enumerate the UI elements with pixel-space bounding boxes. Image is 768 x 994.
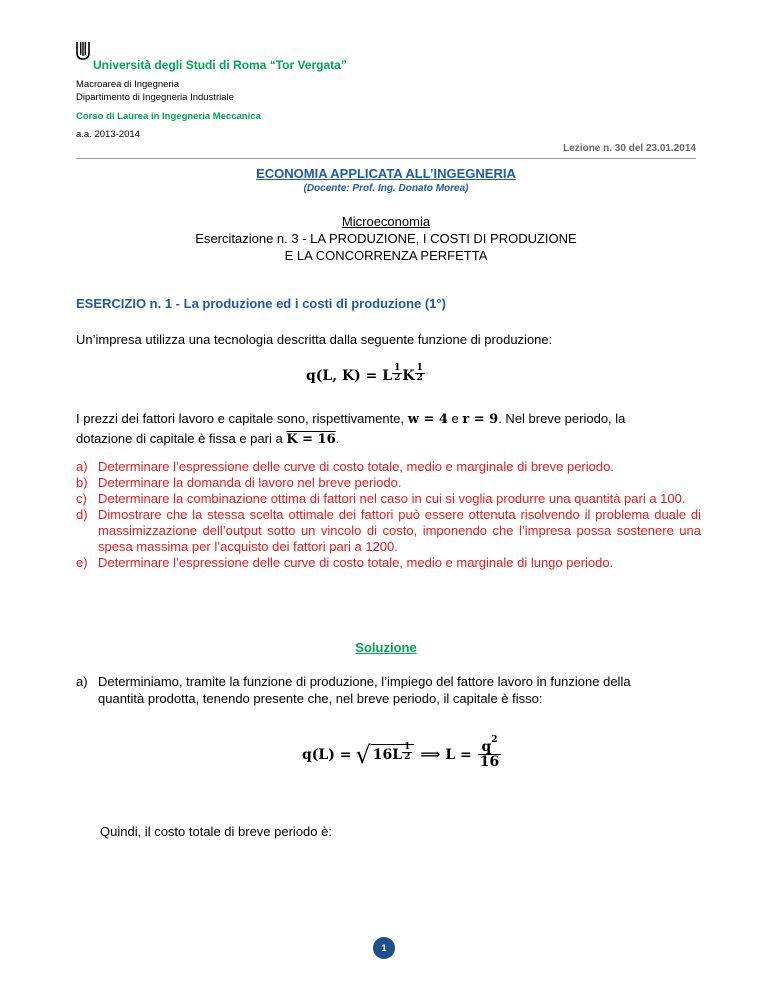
course-name: Corso di Laurea in Ingegneria Meccanica xyxy=(76,111,261,122)
question-b: b) Determinare la domanda di lavoro nel breve periodo. xyxy=(76,475,402,490)
exercise-intro: Un’impresa utilizza una tecnologia descritta dalla seguente funzione di produzione: xyxy=(76,332,553,347)
solution-a-label: a) xyxy=(76,674,88,689)
page-number: 1 xyxy=(373,937,395,959)
course-title: ECONOMIA APPLICATA ALL’INGEGNERIA xyxy=(256,166,516,181)
exponent-half-k: 1 2 xyxy=(416,363,423,383)
teacher-line: (Docente: Prof. Ing. Donato Morea) xyxy=(303,183,469,194)
topic-title: Microeconomia xyxy=(341,214,431,229)
solution-followup: Quindi, il costo totale di breve periodo è: xyxy=(100,824,332,839)
university-name: Università degli Studi di Roma “Tor Vergata” xyxy=(93,58,347,72)
academic-year: a.a. 2013-2014 xyxy=(76,129,140,140)
production-function: q(L, K) = L $^{\frac{1}{2}}$ K $^{\frac{1}{2}}$ xyxy=(306,363,423,384)
exponent-half-l: 1 2 xyxy=(394,363,401,383)
header-divider xyxy=(76,158,696,159)
question-d: d) Dimostrare che la stessa scelta ottimale dei fattori può essere ottenuta risolvendo il problema duale di massimizzazione dell’output sotto un vincolo di costo, imponendo che l’impresa possa sostenere una spesa massima per l’acquisto dei fattori pari a 1200. xyxy=(76,507,701,554)
department: Dipartimento di Ingegneria Industriale xyxy=(76,92,234,103)
question-e: e) Determinare l’espressione delle curve di costo totale, medio e marginale di lungo periodo. xyxy=(76,555,614,570)
sqrt-icon: √ xyxy=(355,740,371,769)
prices-line: I prezzi dei fattori lavoro e capitale sono, rispettivamente, w = 4 e r = 9. Nel breve periodo, la xyxy=(76,411,626,427)
labor-formula: q(L) = √ 16L $^{\frac{1}{2}}$ ⟹ L = $\frac{q^2}{16}$ xyxy=(302,735,500,770)
university-logo xyxy=(76,41,90,60)
lesson-info: Lezione n. 30 del 23.01.2014 xyxy=(563,143,696,154)
solution-a-line1: Determiniamo, tramite la funzione di produzione, l’impiego del fattore lavoro in funzione della xyxy=(98,674,631,689)
question-c: c) Determinare la combinazione ottima di fattori nel caso in cui si voglia produrre una quantità pari a 100. xyxy=(76,491,686,506)
exercise-title-line2: E LA CONCORRENZA PERFETTA xyxy=(284,248,488,263)
capital-line: dotazione di capitale è fissa e pari a K = 16. xyxy=(76,431,340,447)
exercise-title-line1: Esercitazione n. 3 - LA PRODUZIONE, I COSTI DI PRODUZIONE xyxy=(195,231,577,246)
solution-heading: Soluzione xyxy=(355,640,417,655)
question-list xyxy=(76,459,701,571)
macroarea: Macroarea di Ingegneria xyxy=(76,79,179,90)
question-a: a) Determinare l’espressione delle curve di costo totale, medio e marginale di breve periodo. xyxy=(76,459,614,474)
solution-a-line2: quantità prodotta, tenendo presente che, nel breve periodo, il capitale è fisso: xyxy=(98,691,543,706)
exercise-heading: ESERCIZIO n. 1 - La produzione ed i costi di produzione (1°) xyxy=(76,296,446,311)
